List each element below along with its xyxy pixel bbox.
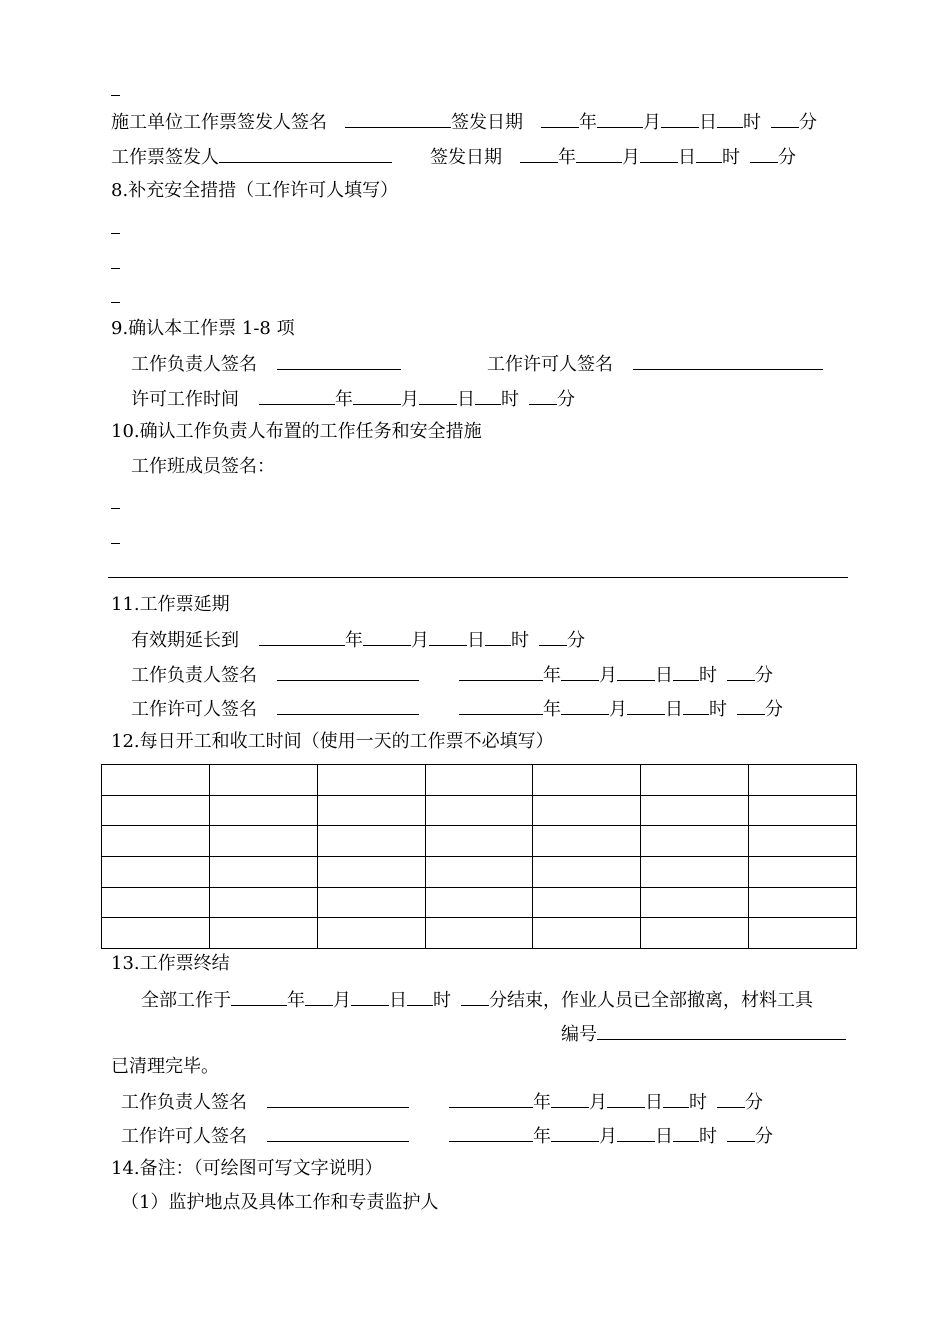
table-row <box>102 887 857 918</box>
month-label: 月 <box>622 147 640 168</box>
month-label: 月 <box>589 1092 607 1113</box>
hour-label: 时 <box>743 112 761 133</box>
month-field[interactable] <box>576 145 622 163</box>
table-cell[interactable] <box>533 856 641 887</box>
year-field[interactable] <box>231 988 287 1006</box>
month-label: 月 <box>609 699 627 720</box>
day-field[interactable] <box>661 110 699 128</box>
table-cell[interactable] <box>102 765 210 796</box>
table-cell[interactable] <box>317 765 425 796</box>
table-cell[interactable] <box>749 765 857 796</box>
year-label: 年 <box>558 147 576 168</box>
year-label: 年 <box>543 665 561 686</box>
permit-time-label: 许可工作时间 <box>131 389 239 410</box>
table-cell[interactable] <box>209 918 317 949</box>
section-11-title: 11.工作票延期 <box>111 594 230 615</box>
year-label: 年 <box>335 389 353 410</box>
table-cell[interactable] <box>533 765 641 796</box>
minute-label: 分 <box>755 1126 773 1147</box>
year-label: 年 <box>533 1092 551 1113</box>
month-label: 月 <box>411 630 429 651</box>
table-cell[interactable] <box>209 765 317 796</box>
cleared-text: 已清理完毕。 <box>111 1056 219 1077</box>
month-label: 月 <box>643 112 661 133</box>
table-cell[interactable] <box>641 795 749 826</box>
hour-field[interactable] <box>673 1124 699 1142</box>
table-cell[interactable] <box>749 918 857 949</box>
tool-number-row <box>561 1022 846 1046</box>
divider <box>108 577 848 578</box>
leader-sign-label: 工作负责人签名 <box>121 1092 247 1113</box>
table-cell[interactable] <box>641 918 749 949</box>
year-field[interactable] <box>520 145 558 163</box>
permit-time-row <box>131 387 575 411</box>
day-field[interactable] <box>627 697 665 715</box>
table-cell[interactable] <box>209 887 317 918</box>
crew-sign-label: 工作班成员签名： <box>131 456 275 477</box>
section-12-title: 12.每日开工和收工时间（使用一天的工作票不必填写） <box>111 731 554 752</box>
table-cell[interactable] <box>641 856 749 887</box>
unit-signer-row <box>111 110 817 134</box>
month-field[interactable] <box>363 628 411 646</box>
hour-label: 时 <box>709 699 727 720</box>
minute-label: 分 <box>745 1092 763 1113</box>
termination-start-label: 全部工作于 <box>141 990 231 1011</box>
day-field[interactable] <box>607 1090 645 1108</box>
minute-field[interactable] <box>727 663 755 681</box>
hour-field[interactable] <box>485 628 511 646</box>
table-cell[interactable] <box>209 856 317 887</box>
hour-label: 时 <box>699 1126 717 1147</box>
day-label: 日 <box>665 699 683 720</box>
table-cell[interactable] <box>425 887 533 918</box>
table-cell[interactable] <box>533 918 641 949</box>
table-row <box>102 765 857 796</box>
minute-field[interactable] <box>771 110 799 128</box>
month-field[interactable] <box>551 1090 589 1108</box>
hour-label: 时 <box>433 990 451 1011</box>
table-cell[interactable] <box>102 887 210 918</box>
minute-field[interactable] <box>750 145 778 163</box>
hour-field[interactable] <box>475 387 501 405</box>
table-cell[interactable] <box>533 795 641 826</box>
sign-date-label: 签发日期 <box>451 112 523 133</box>
table-cell[interactable] <box>102 918 210 949</box>
hour-label: 时 <box>689 1092 707 1113</box>
section-8-title: 8.补充安全措措（工作许可人填写） <box>111 180 399 201</box>
blank-line-marker <box>111 233 120 234</box>
section-14-title: 14.备注：（可绘图可写文字说明） <box>111 1158 383 1179</box>
table-cell[interactable] <box>209 795 317 826</box>
year-field[interactable] <box>259 628 345 646</box>
permitter-sign-field[interactable] <box>633 352 823 370</box>
section-9-title: 9.确认本工作票 1-8 项 <box>111 318 295 339</box>
day-label: 日 <box>389 990 407 1011</box>
extend-label: 有效期延长到 <box>131 630 239 651</box>
year-field[interactable] <box>449 1090 533 1108</box>
table-cell[interactable] <box>641 887 749 918</box>
table-row <box>102 826 857 857</box>
leader-sign-field[interactable] <box>277 352 401 370</box>
termination-permitter-row <box>121 1124 773 1148</box>
table-cell[interactable] <box>533 826 641 857</box>
table-cell[interactable] <box>102 826 210 857</box>
minute-field[interactable] <box>461 988 489 1006</box>
termination-end-text: 分结束，作业人员已全部撤离，材料工具 <box>489 990 813 1011</box>
day-field[interactable] <box>640 145 678 163</box>
day-label: 日 <box>655 1126 673 1147</box>
month-field[interactable] <box>561 663 599 681</box>
hour-field[interactable] <box>663 1090 689 1108</box>
table-cell[interactable] <box>749 826 857 857</box>
table-cell[interactable] <box>749 856 857 887</box>
table-cell[interactable] <box>749 887 857 918</box>
minute-label: 分 <box>778 147 796 168</box>
leader-sign-label: 工作负责人签名 <box>131 665 257 686</box>
hour-label: 时 <box>699 665 717 686</box>
blank-line-marker <box>111 508 120 509</box>
minute-field[interactable] <box>529 387 557 405</box>
table-cell[interactable] <box>317 826 425 857</box>
blank-line-marker <box>111 302 120 303</box>
number-label: 编号 <box>561 1024 597 1045</box>
table-cell[interactable] <box>317 918 425 949</box>
month-field[interactable] <box>551 1124 599 1142</box>
minute-label: 分 <box>557 389 575 410</box>
month-label: 月 <box>401 389 419 410</box>
daily-time-table <box>101 764 857 949</box>
minute-label: 分 <box>765 699 783 720</box>
table-cell[interactable] <box>425 918 533 949</box>
hour-field[interactable] <box>717 110 743 128</box>
day-field[interactable] <box>429 628 467 646</box>
minute-field[interactable] <box>727 1124 755 1142</box>
extend-row <box>131 628 585 652</box>
day-field[interactable] <box>617 1124 655 1142</box>
minute-field[interactable] <box>539 628 567 646</box>
year-field[interactable] <box>459 697 543 715</box>
sign-date-label: 签发日期 <box>430 147 502 168</box>
day-field[interactable] <box>617 663 655 681</box>
hour-field[interactable] <box>407 988 433 1006</box>
month-label: 月 <box>333 990 351 1011</box>
permitter-sign-field[interactable] <box>277 697 419 715</box>
table-cell[interactable] <box>425 856 533 887</box>
signer-field[interactable] <box>219 145 392 163</box>
section-9-sign-row <box>131 352 823 376</box>
day-label: 日 <box>457 389 475 410</box>
year-label: 年 <box>579 112 597 133</box>
signer-label: 工作票签发人 <box>111 147 219 168</box>
minute-field[interactable] <box>717 1090 745 1108</box>
day-field[interactable] <box>351 988 389 1006</box>
section-10-title: 10.确认工作负责人布置的工作任务和安全措施 <box>111 421 482 442</box>
hour-field[interactable] <box>683 697 709 715</box>
table-row <box>102 856 857 887</box>
day-label: 日 <box>655 665 673 686</box>
minute-label: 分 <box>567 630 585 651</box>
year-label: 年 <box>345 630 363 651</box>
year-field[interactable] <box>449 1124 533 1142</box>
table-cell[interactable] <box>641 765 749 796</box>
month-field[interactable] <box>561 697 609 715</box>
month-label: 月 <box>599 1126 617 1147</box>
month-field[interactable] <box>597 110 643 128</box>
number-field[interactable] <box>597 1022 846 1040</box>
termination-leader-row <box>121 1090 763 1114</box>
day-label: 日 <box>467 630 485 651</box>
hour-field[interactable] <box>673 663 699 681</box>
leader-sign-field[interactable] <box>277 663 419 681</box>
termination-line-1 <box>141 988 813 1012</box>
minute-field[interactable] <box>737 697 765 715</box>
year-field[interactable] <box>459 663 543 681</box>
table-cell[interactable] <box>317 887 425 918</box>
unit-signer-field[interactable] <box>345 110 451 128</box>
table-cell[interactable] <box>425 765 533 796</box>
permitter-sign-label: 工作许可人签名 <box>487 354 613 375</box>
year-label: 年 <box>533 1126 551 1147</box>
table-cell[interactable] <box>641 826 749 857</box>
extend-leader-row <box>131 663 773 687</box>
minute-label: 分 <box>755 665 773 686</box>
table-row <box>102 795 857 826</box>
unit-signer-label: 施工单位工作票签发人签名 <box>111 112 327 133</box>
hour-label: 时 <box>501 389 519 410</box>
table-cell[interactable] <box>425 795 533 826</box>
blank-line-marker <box>111 268 120 269</box>
year-field[interactable] <box>541 110 579 128</box>
permitter-sign-label: 工作许可人签名 <box>131 699 257 720</box>
day-label: 日 <box>645 1092 663 1113</box>
hour-label: 时 <box>511 630 529 651</box>
permitter-sign-field[interactable] <box>267 1124 409 1142</box>
hour-field[interactable] <box>696 145 722 163</box>
table-cell[interactable] <box>102 795 210 826</box>
year-field[interactable] <box>259 387 335 405</box>
month-field[interactable] <box>305 988 333 1006</box>
year-label: 年 <box>543 699 561 720</box>
leader-sign-field[interactable] <box>267 1090 409 1108</box>
day-label: 日 <box>678 147 696 168</box>
day-field[interactable] <box>419 387 457 405</box>
section-13-title: 13.工作票终结 <box>111 953 230 974</box>
hour-label: 时 <box>722 147 740 168</box>
month-field[interactable] <box>353 387 401 405</box>
minute-label: 分 <box>799 112 817 133</box>
table-cell[interactable] <box>102 856 210 887</box>
table-cell[interactable] <box>425 826 533 857</box>
remark-item-1: （1）监护地点及具体工作和专责监护人 <box>121 1192 439 1213</box>
blank-line-marker <box>111 543 120 544</box>
table-cell[interactable] <box>317 795 425 826</box>
table-row <box>102 918 857 949</box>
year-label: 年 <box>287 990 305 1011</box>
day-label: 日 <box>699 112 717 133</box>
leader-sign-label: 工作负责人签名 <box>131 354 257 375</box>
table-cell[interactable] <box>317 856 425 887</box>
blank-line-marker <box>111 95 120 96</box>
extend-permitter-row <box>131 697 783 721</box>
permitter-sign-label: 工作许可人签名 <box>121 1126 247 1147</box>
month-label: 月 <box>599 665 617 686</box>
table-cell[interactable] <box>749 795 857 826</box>
table-cell[interactable] <box>209 826 317 857</box>
table-cell[interactable] <box>533 887 641 918</box>
signer-row <box>111 145 796 169</box>
